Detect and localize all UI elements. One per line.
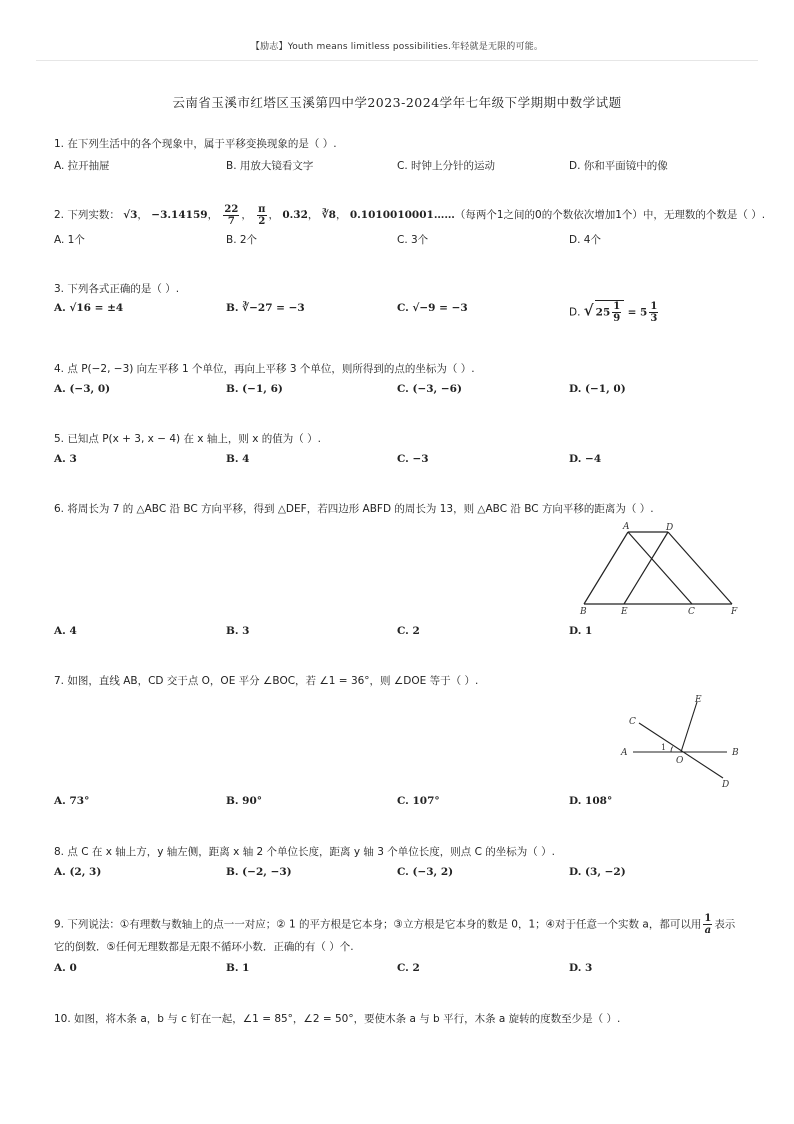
- q6-label-d: D: [666, 523, 674, 533]
- q7-angle-1-arc: [671, 747, 673, 753]
- q2-sequence: 0.1010010001……: [349, 209, 455, 221]
- q3-option-a[interactable]: A. √16 = ±4: [54, 302, 124, 314]
- q3-stem: 3. 下列各式正确的是（ ）.: [54, 283, 180, 295]
- q2-cube-root-8: ∛8: [321, 209, 336, 221]
- q6-option-b[interactable]: B. 3: [226, 625, 250, 637]
- q5-stem: 5. 已知点 P(x + 3, x − 4) 在 x 轴上，则 x 的值为（ ）.: [54, 433, 321, 445]
- q7-label-b: B: [732, 748, 739, 758]
- q7-label-angle-1: 1: [661, 743, 667, 752]
- q9-stem-part2: 表示它的倒数．⑤任何无理数都是无限不循环小数．正确的有（ ）个.: [54, 918, 736, 953]
- q4-stem: 4. 点 P(−2, −3) 向左平移 1 个单位，再向上平移 3 个单位，则所得到的点的坐标为（ ）.: [54, 363, 475, 375]
- q7-option-d[interactable]: D. 108°: [569, 795, 613, 807]
- q7-options: [54, 795, 754, 813]
- q10-stem: 10. 如图，将木条 a，b 与 c 钉在一起，∠1 = 85°，∠2 = 50°，要使木条 a 与 b 平行，木条 a 旋转的度数至少是（ ）.: [54, 1013, 621, 1025]
- q2-option-c[interactable]: C. 3个: [397, 234, 429, 246]
- q2-option-b[interactable]: B. 2个: [226, 234, 258, 246]
- q2-fraction-pi-2: $\frac{\pi}{2}$: [258, 203, 266, 227]
- header-divider: [36, 60, 758, 61]
- q3-option-d-result-fraction: $\frac{1}{3}$: [650, 301, 658, 324]
- q2-options: [54, 232, 754, 250]
- q9-option-a[interactable]: A. 0: [54, 962, 77, 974]
- q5-option-d[interactable]: D. −4: [569, 453, 602, 465]
- q6-segment-ab: [584, 532, 628, 604]
- q6-segment-df: [668, 532, 732, 604]
- q6-options: [54, 625, 754, 643]
- q8-option-b[interactable]: B. (−2, −3): [226, 866, 292, 878]
- q1-option-c[interactable]: C. 时钟上分针的运动: [397, 160, 496, 172]
- q6-translation-figure: [570, 520, 750, 620]
- q6-option-a[interactable]: A. 4: [54, 625, 77, 637]
- q4-option-c[interactable]: C. (−3, −6): [397, 383, 462, 395]
- q6-segment-ac: [628, 532, 692, 604]
- q8-stem: 8. 点 C 在 x 轴上方，y 轴左侧，距离 x 轴 2 个单位长度，距离 y 轴 3 个单位长度，则点 C 的坐标为（ ）.: [54, 846, 555, 858]
- q7-ray-oe: [681, 702, 697, 752]
- q8-option-a[interactable]: A. (2, 3): [54, 866, 102, 878]
- q4-option-a[interactable]: A. (−3, 0): [54, 383, 111, 395]
- q7-option-a[interactable]: A. 73°: [54, 795, 90, 807]
- q8-options: [54, 866, 754, 884]
- q7-option-c[interactable]: C. 107°: [397, 795, 440, 807]
- q7-label-a: A: [621, 748, 628, 758]
- q9-stem: [54, 913, 744, 958]
- q5-option-b[interactable]: B. 4: [226, 453, 250, 465]
- q6-option-d[interactable]: D. 1: [569, 625, 593, 637]
- q2-negative-decimal: −3.14159: [151, 209, 208, 221]
- q9-option-b[interactable]: B. 1: [226, 962, 250, 974]
- q6-label-a: A: [623, 522, 630, 532]
- q2-option-d[interactable]: D. 4个: [569, 234, 601, 246]
- q4-option-b[interactable]: B. (−1, 6): [226, 383, 283, 395]
- q3-options: [54, 302, 754, 332]
- q9-options: [54, 962, 754, 980]
- q3-option-d-radicand: 25 $\frac{1}{9}$: [595, 300, 625, 324]
- page-header: 【励志】Youth means limitless possibilities.年轻就是无限的可能。: [250, 42, 544, 52]
- q8-option-d[interactable]: D. (3, −2): [569, 866, 626, 878]
- q2-option-a[interactable]: A. 1个: [54, 234, 85, 246]
- q1-stem: 1. 在下列生活中的各个现象中，属于平移变换现象的是（ ）.: [54, 138, 337, 150]
- q8-option-c[interactable]: C. (−3, 2): [397, 866, 454, 878]
- q2-suffix: （每两个1之间的0的个数依次增加1个）中，无理数的个数是（ ）.: [454, 209, 766, 221]
- q7-label-e: E: [695, 695, 702, 705]
- q2-prefix: 2. 下列实数：: [54, 209, 120, 221]
- q6-stem: 6. 将周长为 7 的 △ABC 沿 BC 方向平移，得到 △DEF，若四边形 ABFD 的周长为 13，则 △ABC 沿 BC 方向平移的距离为（ ）.: [54, 503, 654, 515]
- q3-option-d-equals: = 5: [627, 306, 648, 319]
- q7-label-d: D: [722, 780, 730, 790]
- q7-stem: 7. 如图，直线 AB，CD 交于点 O，OE 平分 ∠BOC，若 ∠1 = 36°，则 ∠DOE 等于（ ）.: [54, 675, 479, 687]
- q2-repeating-decimal: 0.3̇2̇: [282, 209, 308, 221]
- q3-option-d-label: D.: [569, 306, 581, 319]
- q6-label-f: F: [731, 607, 738, 617]
- q4-option-d[interactable]: D. (−1, 0): [569, 383, 626, 395]
- q1-option-d[interactable]: D. 你和平面镜中的像: [569, 160, 668, 172]
- q6-label-e: E: [621, 607, 628, 617]
- q1-options: [54, 158, 754, 176]
- q9-option-d[interactable]: D. 3: [569, 962, 593, 974]
- q3-option-b[interactable]: B. ∛−27 = −3: [226, 302, 305, 314]
- q5-option-c[interactable]: C. −3: [397, 453, 429, 465]
- q6-label-b: B: [580, 607, 587, 617]
- q1-option-a[interactable]: A. 拉开抽屉: [54, 160, 110, 172]
- q6-label-c: C: [688, 607, 695, 617]
- q3-option-d[interactable]: D. √ 25 $\frac{1}{9}$ = 5 $\frac{1}{3}$: [569, 301, 658, 324]
- q7-option-b[interactable]: B. 90°: [226, 795, 263, 807]
- q6-option-c[interactable]: C. 2: [397, 625, 420, 637]
- q1-option-b[interactable]: B. 用放大镜看文字: [226, 160, 314, 172]
- q2-fraction-22-7: $\frac{22}{7}$: [224, 203, 239, 227]
- q5-options: [54, 453, 754, 471]
- q9-stem-part1: 9. 下列说法：①有理数与数轴上的点一一对应；② 1 的平方根是它本身；③立方根是它本身的数是 0，1；④对于任意一个实数 a，都可以用: [54, 918, 702, 931]
- q7-angle-figure: [615, 690, 765, 795]
- exam-title: 云南省玉溪市红塔区玉溪第四中学2023-2024学年七年级下学期期中数学试题: [172, 95, 622, 110]
- q9-option-c[interactable]: C. 2: [397, 962, 420, 974]
- q3-option-c[interactable]: C. √−9 = −3: [397, 302, 468, 314]
- q6-segment-ed: [624, 532, 668, 604]
- q7-label-c: C: [629, 717, 636, 727]
- q9-fraction-1-over-a: $\frac{1}{a}$: [704, 913, 712, 936]
- q2-stem: 2. 下列实数： √3， −3.14159， $\frac{22}{7}$ ， $\frac{\pi}{2}$ ， 0.3̇2̇， ∛8， 0.1010010001……（每两个1之间的0的个数依次增加1个）中，无理数的个数是（ ）.: [54, 203, 766, 227]
- q5-option-a[interactable]: A. 3: [54, 453, 77, 465]
- q4-options: [54, 383, 754, 401]
- q2-sqrt3: √3: [123, 209, 138, 221]
- q7-label-o: O: [676, 756, 684, 766]
